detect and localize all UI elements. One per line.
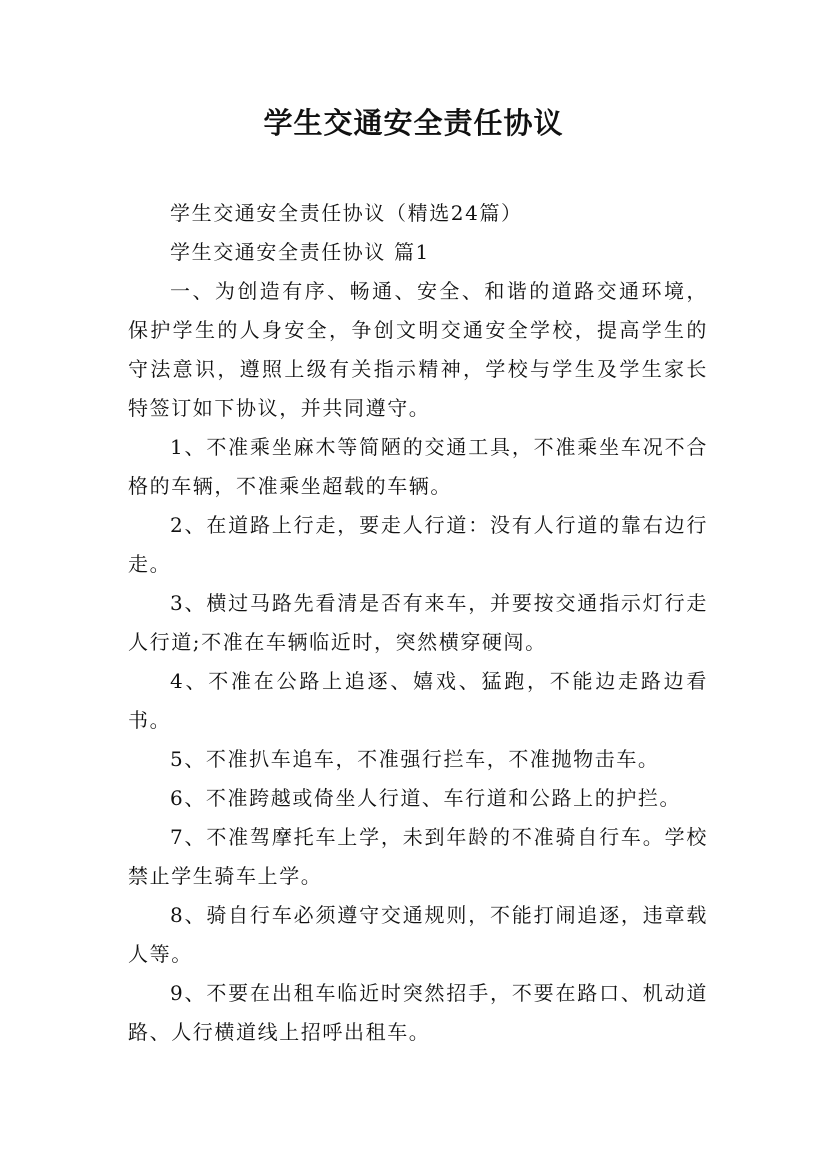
paragraph-rule-7: 7、不准驾摩托车上学，未到年龄的不准骑自行车。学校禁止学生骑车上学。: [128, 825, 708, 888]
paragraph-rule-3: 3、横过马路先看清是否有来车，并要按交通指示灯行走人行道;不准在车辆临近时，突然横穿硬闯。: [128, 591, 708, 654]
document-title: 学生交通安全责任协议: [263, 106, 564, 140]
paragraph-rule-8: 8、骑自行车必须遵守交通规则，不能打闹追逐，违章载人等。: [128, 903, 708, 966]
paragraph-intro: 一、为创造有序、畅通、安全、和谐的道路交通环境，保护学生的人身安全，争创文明交通安全学校，提高学生的守法意识，遵照上级有关指示精神，学校与学生及学生家长特签订如下协议，并共同遵守。: [128, 279, 708, 420]
paragraph-rule-5: 5、不准扒车追车，不准强行拦车，不准抛物击车。: [170, 747, 660, 771]
paragraph-section-heading: 学生交通安全责任协议 篇1: [170, 240, 430, 264]
document-body: [128, 194, 708, 1052]
paragraph-subtitle: 学生交通安全责任协议（精选24篇）: [170, 201, 523, 225]
paragraph-rule-1: 1、不准乘坐麻木等简陋的交通工具，不准乘坐车况不合格的车辆，不准乘坐超载的车辆。: [128, 435, 708, 498]
paragraph-rule-4: 4、不准在公路上追逐、嬉戏、猛跑，不能边走路边看书。: [128, 669, 708, 732]
paragraph-rule-9: 9、不要在出租车临近时突然招手，不要在路口、机动道路、人行横道线上招呼出租车。: [128, 981, 708, 1044]
paragraph-rule-6: 6、不准跨越或倚坐人行道、车行道和公路上的护拦。: [170, 786, 682, 810]
paragraph-rule-2: 2、在道路上行走，要走人行道：没有人行道的靠右边行走。: [128, 513, 708, 576]
